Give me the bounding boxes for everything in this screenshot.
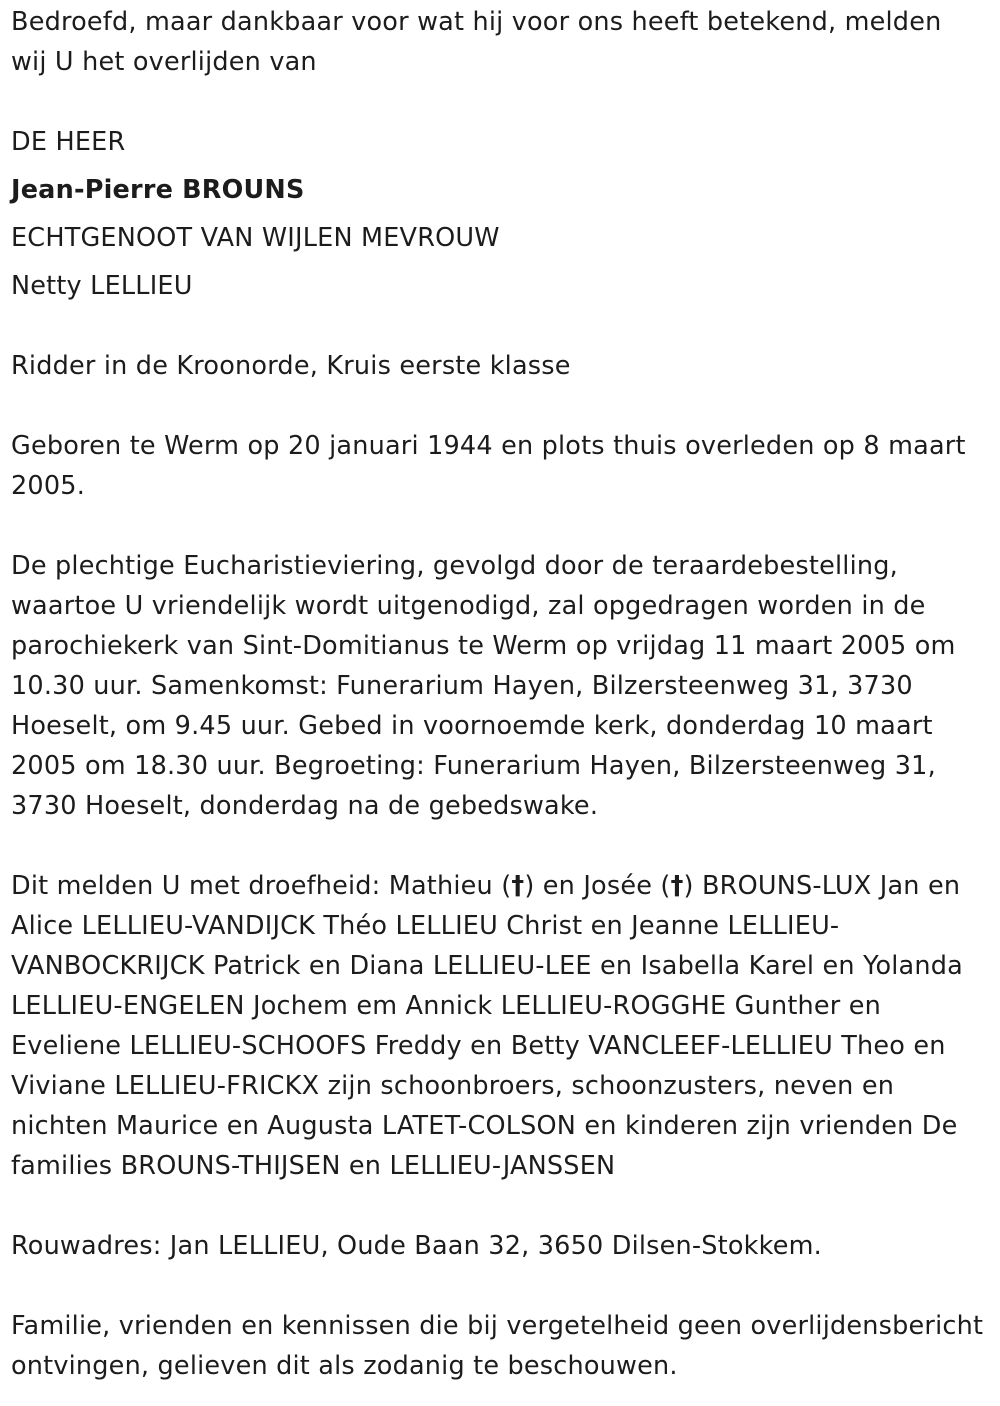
spacer (11, 826, 984, 866)
spacer (11, 1186, 984, 1226)
spouse-label: ECHTGENOOT VAN WIJLEN MEVROUW (11, 223, 500, 253)
deceased-name: Jean-Pierre BROUNS (11, 175, 305, 205)
family-text-part: ) BROUNS-LUX Jan en Alice LELLIEU-VANDIJCK Théo LELLIEU Christ en Jeanne LELLIEU-VANBOCKRIJCK Patrick en Diana LELLIEU-LEE en Isabella Karel en Yolanda LELLIEU-ENGELEN Jochem em Annick LELLIEU-ROGGHE Gunther en Eveliene LELLIEU-SCHOOFS Freddy en Betty VANCLEEF-LELLIEU Theo en Viviane LELLIEU-FRICKX zijn schoonbroers, schoonzusters, neven en nichten Maurice en Augusta LATET-COLSON en kinderen zijn vrienden De families BROUNS-THIJSEN en LELLIEU-JANSSEN (11, 871, 963, 1181)
spacer (11, 1266, 984, 1306)
spacer (11, 386, 984, 426)
address-text: Rouwadres: Jan LELLIEU, Oude Baan 32, 3650 Dilsen-Stokkem. (11, 1231, 822, 1261)
family-text-part: ) en Josée ( (524, 871, 671, 901)
ceremony-text: De plechtige Eucharistieviering, gevolgd door de teraardebestelling, waartoe U vriendelijk wordt uitgenodigd, zal opgedragen worden in de parochiekerk van Sint-Domitianus te Werm op vrijdag 11 maart 2005 om 10.30 uur. Samenkomst: Funerarium Hayen, Bilzersteenweg 31, 3730 Hoeselt, om 9.45 uur. Gebed in voornoemde kerk, donderdag 10 maart 2005 om 18.30 uur. Begroeting: Funerarium Hayen, Bilzersteenweg 31, 3730 Hoeselt, donderdag na de gebedswake. (11, 551, 956, 821)
spacer (11, 82, 984, 122)
family-text (11, 866, 984, 1186)
cross-icon: † (670, 871, 684, 901)
spacer (11, 306, 984, 346)
honor-text: Ridder in de Kroonorde, Kruis eerste klasse (11, 351, 571, 381)
spacer (11, 506, 984, 546)
honorific-title: DE HEER (11, 127, 126, 157)
spouse-name: Netty LELLIEU (11, 271, 193, 301)
intro-text: Bedroefd, maar dankbaar voor wat hij voor ons heeft betekend, melden wij U het overlijden van (11, 7, 942, 77)
closing-text: Familie, vrienden en kennissen die bij vergetelheid geen overlijdensbericht ontvingen, gelieven dit als zodanig te beschouwen. (11, 1311, 984, 1381)
family-text-part: Dit melden U met droefheid: Mathieu ( (11, 871, 512, 901)
cross-icon: † (511, 871, 525, 901)
birth-death-text: Geboren te Werm op 20 januari 1944 en plots thuis overleden op 8 maart 2005. (11, 431, 966, 501)
